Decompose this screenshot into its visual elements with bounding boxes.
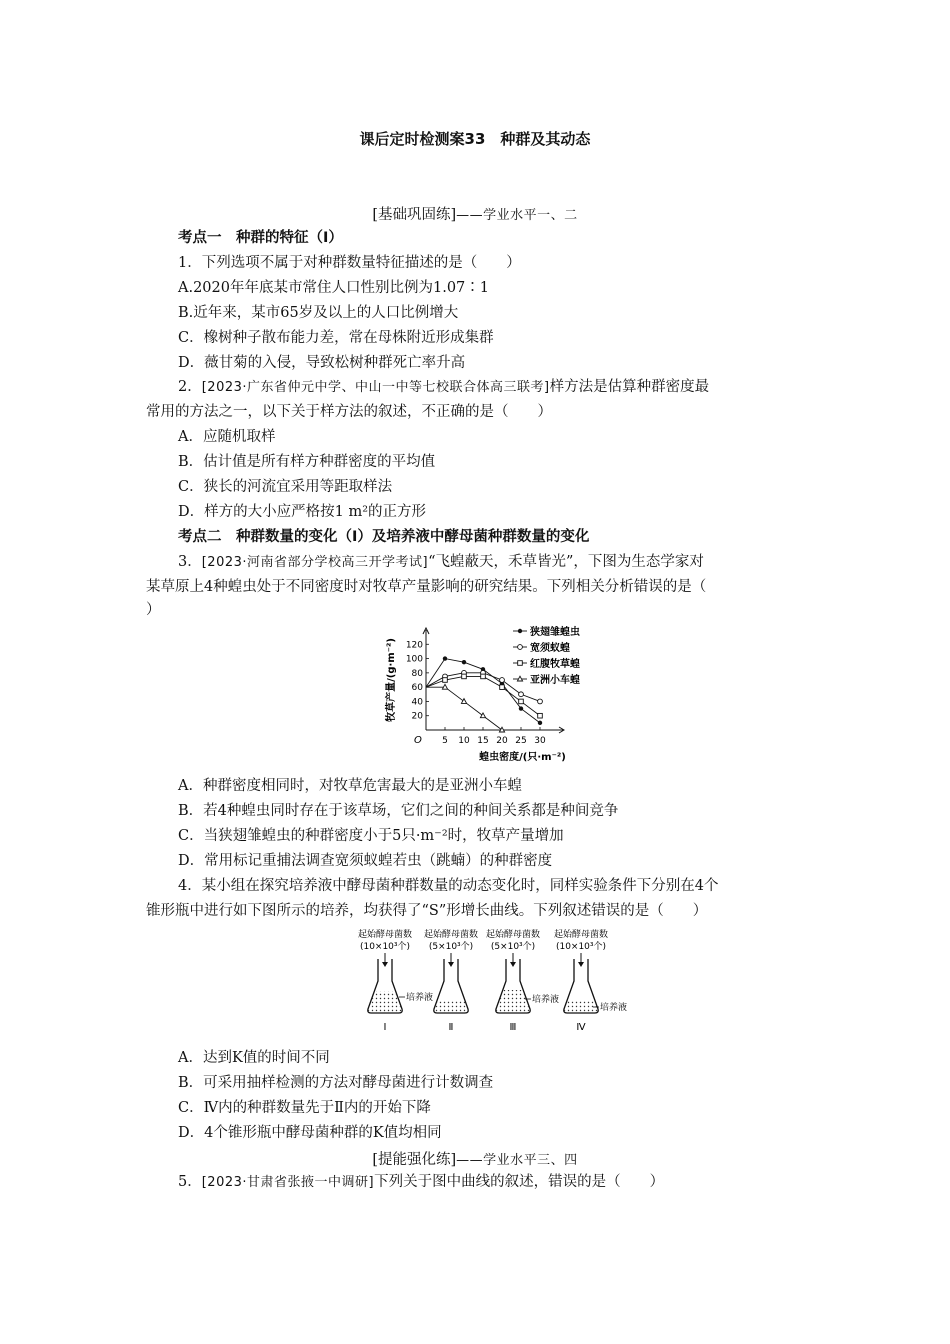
data-point [538,721,542,725]
page-title: 课后定时检测案33 种群及其动态 [359,130,591,148]
data-point [443,678,448,683]
q4-stem-line1: 4．某小组在探究培养液中酵母菌种群数量的动态变化时，同样实验条件下分别在4个 [178,878,719,894]
section-level: ——学业水平一、二 [456,208,578,223]
q4-option-b: B．可采用抽样检测的方法对酵母菌进行计数调查 [178,1075,494,1091]
q3-stem-line3: ） [146,602,161,618]
flask-1-label: 起始酵母菌数 [357,930,413,940]
y-tick-label: 20 [411,711,423,722]
legend-marker [518,629,522,633]
q2-stem-line2: 常用的方法之一，以下关于样方法的叙述，不正确的是（ ） [146,404,552,420]
q3-stem-a: “飞蝗蔽天，禾草皆光”，下图为生态学家对 [428,554,704,570]
q2-stem-a: 样方法是估算种群密度最 [549,379,710,395]
x-tick-label: 30 [534,736,546,746]
flask-3-roman: Ⅲ [509,1022,517,1033]
legend-label: 宽须蚁蝗 [530,643,570,654]
data-point [461,699,466,704]
flask-1-roman: Ⅰ [383,1022,387,1033]
data-point [462,660,466,664]
flask-3-label: 起始酵母菌数 [485,930,541,940]
data-point [519,692,524,697]
flask-1-count: (10×10³个) [359,942,411,952]
flask-3-medium-label: 培养液 [532,995,560,1005]
x-tick-label: 10 [458,736,470,746]
q5-stem [178,1172,664,1193]
data-point [538,713,543,718]
q3-number: 3． [178,554,202,570]
legend-label: 亚洲小车蝗 [530,675,580,686]
legend-label: 红腹牧草蝗 [530,659,580,670]
q1-option-c: C．橡树种子散布能力差，常在母株附近形成集群 [178,330,494,346]
data-point [500,685,505,690]
flask-1 [358,928,433,1033]
section-heading-advanced [0,1148,950,1169]
data-point [519,706,523,710]
flask-2 [424,928,478,1033]
x-tick-label: 20 [496,736,508,746]
flask-4-count: (10×10³个) [555,942,607,952]
y-tick-label: 40 [411,697,423,708]
q2-source: [2023·广东省仲元中学、中山一中等七校联合体高三联考] [201,380,550,395]
flask-4-roman: Ⅳ [576,1022,586,1033]
flasks-figure [355,925,635,1040]
q3-option-d: D．常用标记重捕法调查宽须蚁蝗若虫（跳蝻）的种群密度 [178,853,553,869]
q5-number: 5． [178,1174,202,1190]
q3-stem-line1 [178,552,704,573]
q4-option-a: A．达到K值的时间不同 [178,1050,330,1066]
q4-option-c: C．Ⅳ内的种群数量先于Ⅱ内的开始下降 [178,1100,431,1116]
q2-number: 2． [178,379,202,395]
q2-option-d: D．样方的大小应严格按1 m²的正方形 [178,504,427,520]
chart-origin: O [414,735,422,746]
data-point [480,713,485,718]
q3-stem-line2: 某草原上4种蝗虫处于不同密度时对牧草产量影响的研究结果。下列相关分析错误的是（ [146,579,707,595]
flask-3 [486,928,559,1033]
y-tick-label: 60 [411,683,423,694]
q1-option-a: A.2020年年底某市常住人口性别比例为1.07∶1 [178,280,489,296]
kaodian-2: 考点二 种群数量的变化（Ⅰ）及培养液中酵母菌种群数量的变化 [178,529,590,545]
flask-4 [554,928,627,1033]
y-tick-label: 100 [405,654,423,665]
section-heading-basic [0,203,950,224]
x-tick-label: 25 [515,736,527,746]
flask-2-roman: Ⅱ [448,1022,454,1033]
data-point [519,699,524,704]
data-point [443,656,447,660]
q1-stem: 1．下列选项不属于对种群数量特征描述的是（ ） [178,255,521,271]
kaodian-1: 考点一 种群的特征（Ⅰ） [178,230,343,246]
data-point [462,674,467,679]
flask-1-medium-label: 培养液 [406,993,434,1003]
flask-4-label: 起始酵母菌数 [553,930,609,940]
q3-option-a: A．种群密度相同时，对牧草危害最大的是亚洲小车蝗 [178,778,522,794]
q4-stem-line2: 锥形瓶中进行如下图所示的培养，均获得了“S”形增长曲线。下列叙述错误的是（ ） [146,903,708,919]
section-level: ——学业水平三、四 [456,1153,578,1168]
q4-option-d: D．4个锥形瓶中酵母菌种群的K值均相同 [178,1125,442,1141]
y-tick-label: 80 [411,668,423,679]
series-line [426,687,502,730]
q2-option-a: A．应随机取样 [178,429,276,445]
q2-option-b: B．估计值是所有样方种群密度的平均值 [178,454,436,470]
x-tick-label: 15 [477,736,489,746]
q1-option-b: B.近年来，某市65岁及以上的人口比例增大 [178,305,459,321]
series-4 [426,684,505,732]
y-tick-label: 120 [405,640,423,651]
legend-marker [518,661,523,666]
q5-source: [2023·甘肃省张掖一中调研] [201,1175,375,1190]
data-point [538,699,543,704]
y-axis-label: 牧草产量/(g·m⁻²) [386,638,397,722]
flask-3-count: (5×10³个) [490,942,536,952]
q3-option-b: B．若4种蝗虫同时存在于该草场，它们之间的种间关系都是种间竞争 [178,803,619,819]
data-point [481,674,486,679]
x-axis-label: 蝗虫密度/(只·m⁻²) [479,752,566,763]
flask-2-label: 起始酵母菌数 [423,930,479,940]
q1-option-d: D．薇甘菊的入侵，导致松树种群死亡率升高 [178,355,466,371]
q3-option-c: C．当狭翅雏蝗虫的种群密度小于5只·m⁻²时，牧草产量增加 [178,828,564,844]
legend-label: 狭翅雏蝗虫 [530,627,580,638]
grassland-yield-chart [378,625,628,770]
q5-stem-text: 下列关于图中曲线的叙述，错误的是（ ） [374,1174,665,1190]
q3-source: [2023·河南省部分学校高三开学考试] [201,555,429,570]
flask-2-count: (5×10³个) [428,942,474,952]
section-label: [基础巩固练] [372,207,457,223]
flask-4-medium-label: 培养液 [600,1003,628,1013]
q2-stem-line1 [178,377,709,398]
x-tick-label: 5 [442,736,448,746]
q2-option-c: C．狭长的河流宜采用等距取样法 [178,479,393,495]
data-point [500,678,505,683]
legend-marker [518,645,523,650]
section-label: [提能强化练] [372,1152,457,1168]
